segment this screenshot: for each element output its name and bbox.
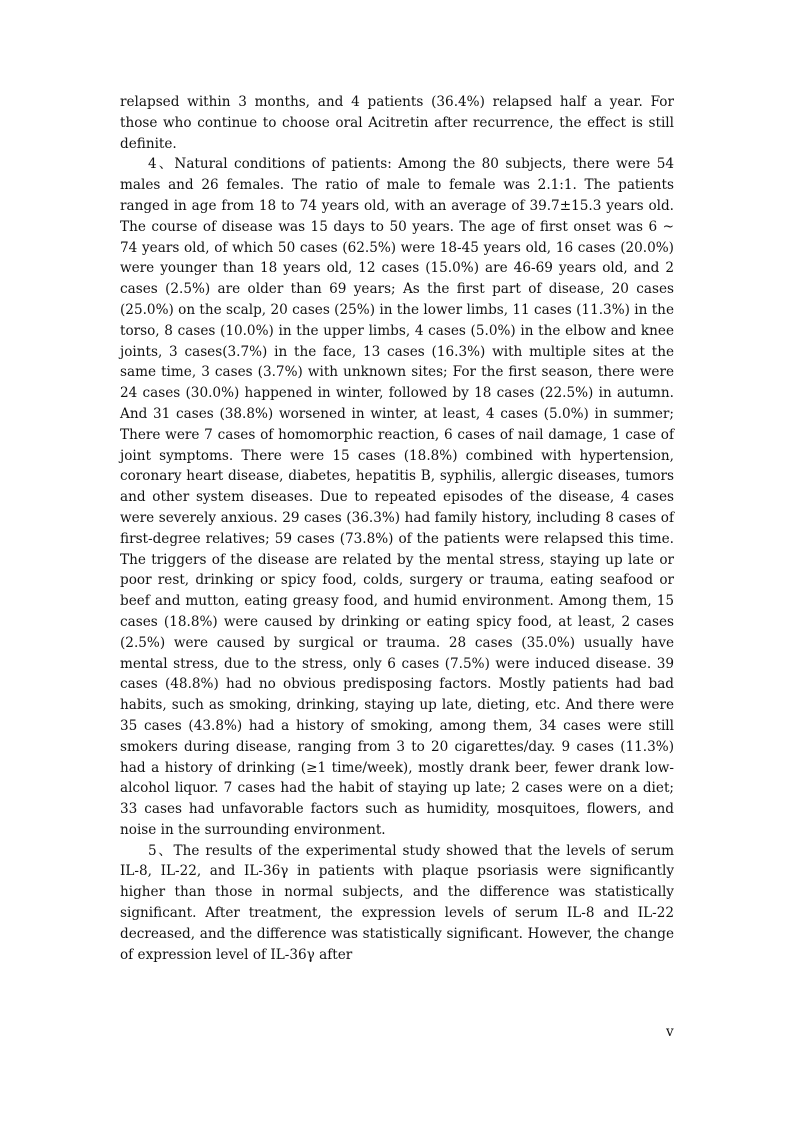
paragraph-experimental-results: 5、The results of the experimental study showed that the levels of serum IL-8, IL-22, and IL-36γ in patients with plaque psoriasis were significantly higher than those in normal subjects, and the difference was statistically significant. After treatment, the expression levels of serum IL-8 and IL-22 decreased, and the difference was statistically significant. However, the change of expression level of IL-36γ after — [120, 842, 674, 963]
paragraph-continuation: relapsed within 3 months, and 4 patients (36.4%) relapsed half a year. For those who continue to choose oral Acitretin after recurrence, the effect is still definite. — [120, 94, 674, 152]
paragraph-natural-conditions: 4、Natural conditions of patients: Among the 80 subjects, there were 54 males and 26 females. The ratio of male to female was 2.1:1. The patients ranged in age from 18 to 74 years old, with an average of 39.7±15.3 years old. The course of disease was 15 days to 50 years. The age of first onset was 6 ~ 74 years old, of which 50 cases (62.5%) were 18-45 years old, 16 cases (20.0%) were younger than 18 years old, 12 cases (15.0%) are 46-69 years old, and 2 cases (2.5%) are older than 69 years; As the first part of disease, 20 cases (25.0%) on the scalp, 20 cases (25%) in the lower limbs, 11 cases (11.3%) in the torso, 8 cases (10.0%) in the upper limbs, 4 cases (5.0%) in the elbow and knee joints, 3 cases(3.7%) in the face, 13 cases (16.3%) with multiple sites at the same time, 3 cases (3.7%) with unknown sites; For the first season, there were 24 cases (30.0%) happened in winter, followed by 18 cases (22.5%) in autumn. And 31 cases (38.8%) worsened in winter, at least, 4 cases (5.0%) in summer; There were 7 cases of homomorphic reaction, 6 cases of nail damage, 1 case of joint symptoms. There were 15 cases (18.8%) combined with hypertension, coronary heart disease, diabetes, hepatitis B, syphilis, allergic diseases, tumors and other system diseases. Due to repeated episodes of the disease, 4 cases were severely anxious. 29 cases (36.3%) had family history, including 8 cases of first-degree relatives; 59 cases (73.8%) of the patients were relapsed this time. The triggers of the disease are related by the mental stress, staying up late or poor rest, drinking or spicy food, colds, surgery or trauma, eating seafood or beef and mutton, eating greasy food, and humid environment. Among them, 15 cases (18.8%) were caused by drinking or eating spicy food, at least, 2 cases (2.5%) were caused by surgical or trauma. 28 cases (35.0%) usually have mental stress, due to the stress, only 6 cases (7.5%) were induced disease. 39 cases (48.8%) had no obvious predisposing factors. Mostly patients had bad habits, such as smoking, drinking, staying up late, dieting, etc. And there were 35 cases (43.8%) had a history of smoking, among them, 34 cases were still smokers during disease, ranging from 3 to 20 cigarettes/day. 9 cases (11.3%) had a history of drinking (≥1 time/week), mostly drank beer, fewer drank low-alcohol liquor. 7 cases had the habit of staying up late; 2 cases were on a diet; 33 cases had unfavorable factors such as humidity, mosquitoes, flowers, and noise in the surrounding environment. — [120, 156, 674, 838]
page-body — [120, 92, 674, 965]
page-number: v — [666, 1024, 674, 1040]
